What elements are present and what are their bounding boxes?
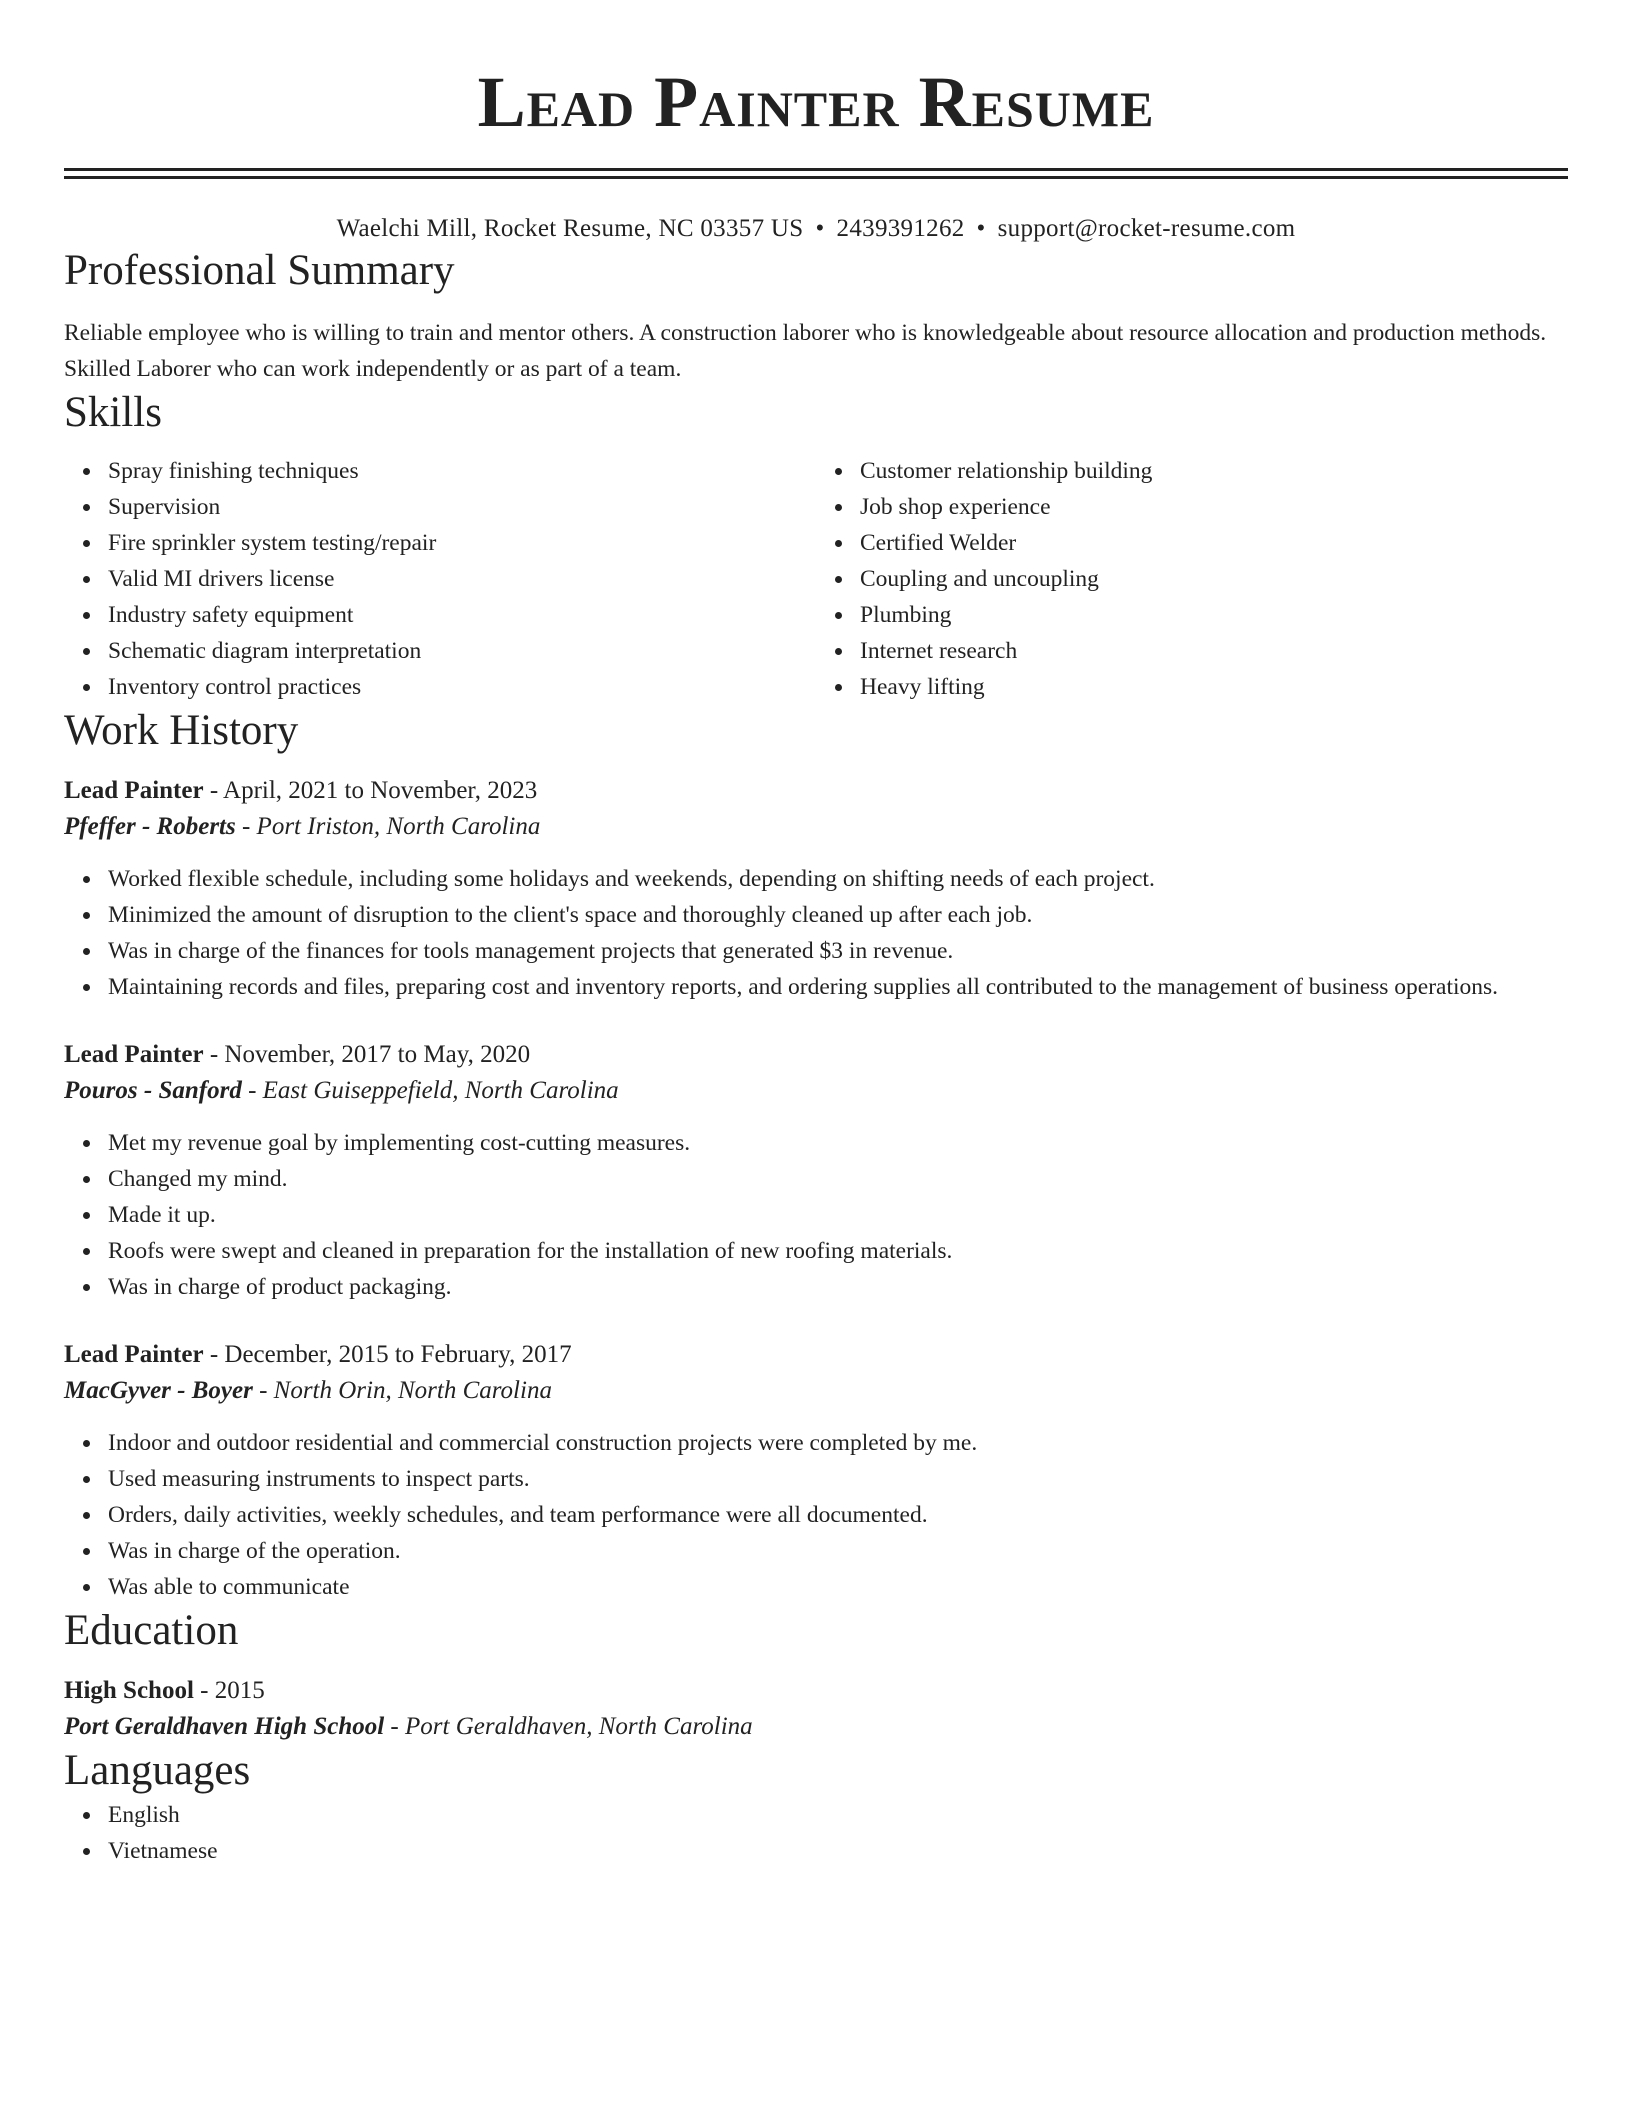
job-entry [64,773,1568,1005]
skill-item: Valid MI drivers license [108,561,816,597]
employer-line [64,1373,1568,1409]
job-heading [64,773,1568,809]
job-duty: Maintaining records and files, preparing cost and inventory reports, and ordering supplies all contributed to the management of business operations. [108,969,1568,1005]
contact-separator: • [815,215,825,242]
employer-name: MacGyver - Boyer [64,1377,253,1404]
skill-item: Plumbing [860,597,1568,633]
contact-line [64,213,1568,245]
job-heading [64,1037,1568,1073]
job-duty: Was in charge of the finances for tools management projects that generated $3 in revenue. [108,933,1568,969]
employer-name: Pfeffer - Roberts [64,813,236,840]
skills-column-right [816,453,1568,705]
skill-item: Schematic diagram interpretation [108,633,816,669]
skill-item: Industry safety equipment [108,597,816,633]
education-heading: Education [64,1607,239,1654]
employer-location: - East Guiseppefield, North Carolina [241,1077,619,1104]
contact-phone: 2439391262 [836,215,965,242]
school-name: Port Geraldhaven High School [64,1713,385,1740]
job-dates: - December, 2015 to February, 2017 [203,1341,572,1368]
job-duty: Made it up. [108,1197,1568,1233]
education-entry [64,1673,1568,1745]
job-heading [64,1337,1568,1373]
skill-item: Supervision [108,489,816,525]
school-line [64,1709,1568,1745]
resume-page [64,0,1568,1869]
job-duties [64,1125,1568,1305]
skill-item: Customer relationship building [860,453,1568,489]
job-duty: Changed my mind. [108,1161,1568,1197]
job-entry [64,1037,1568,1305]
employer-location: - Port Iriston, North Carolina [235,813,541,840]
skills-heading: Skills [64,389,162,436]
contact-address: Waelchi Mill, Rocket Resume, NC 03357 US [336,215,804,242]
job-title: Lead Painter [64,1341,204,1368]
skill-item: Coupling and uncoupling [860,561,1568,597]
job-dates: - November, 2017 to May, 2020 [203,1041,531,1068]
job-duty: Used measuring instruments to inspect parts. [108,1461,1568,1497]
employer-name: Pouros - Sanford [64,1077,242,1104]
job-duty: Indoor and outdoor residential and commercial construction projects were completed by me. [108,1425,1568,1461]
job-duty: Met my revenue goal by implementing cost-cutting measures. [108,1125,1568,1161]
skill-item: Job shop experience [860,489,1568,525]
skills-grid [64,453,1568,705]
job-duty: Orders, daily activities, weekly schedules, and team performance were all documented. [108,1497,1568,1533]
contact-email: support@rocket-resume.com [997,215,1296,242]
work-history-heading: Work History [64,707,299,754]
employer-line [64,809,1568,845]
employer-location: - North Orin, North Carolina [252,1377,552,1404]
job-duty: Was in charge of the operation. [108,1533,1568,1569]
degree: High School [64,1677,194,1704]
language-item: English [108,1797,1568,1833]
school-location: - Port Geraldhaven, North Carolina [384,1713,753,1740]
skill-item: Internet research [860,633,1568,669]
skill-item: Certified Welder [860,525,1568,561]
skills-column-left [64,453,816,705]
contact-separator: • [976,215,986,242]
job-title: Lead Painter [64,777,204,804]
job-dates: - April, 2021 to November, 2023 [203,777,538,804]
resume-title: Lead Painter Resume [477,62,1155,142]
job-duty: Was in charge of product packaging. [108,1269,1568,1305]
languages-heading: Languages [64,1747,251,1794]
job-duty: Worked flexible schedule, including some holidays and weekends, depending on shifting needs of each project. [108,861,1568,897]
summary-text: Reliable employee who is willing to train and mentor others. A construction laborer who is knowledgeable about resource allocation and production methods. Skilled Laborer who can work independently or as part of a team. [64,320,1547,382]
job-duty: Roofs were swept and cleaned in preparation for the installation of new roofing materials. [108,1233,1568,1269]
graduation-year: - 2015 [193,1677,265,1704]
language-item: Vietnamese [108,1833,1568,1869]
employer-line [64,1073,1568,1109]
job-entry [64,1337,1568,1605]
languages-list [64,1797,1568,1869]
summary-heading: Professional Summary [64,247,455,294]
degree-line [64,1673,1568,1709]
skill-item: Fire sprinkler system testing/repair [108,525,816,561]
job-duty: Was able to communicate [108,1569,1568,1605]
job-duties [64,861,1568,1005]
job-duty: Minimized the amount of disruption to the client's space and thoroughly cleaned up after each job. [108,897,1568,933]
job-title: Lead Painter [64,1041,204,1068]
job-duties [64,1425,1568,1605]
skill-item: Heavy lifting [860,669,1568,705]
title-divider [64,168,1568,179]
skill-item: Inventory control practices [108,669,816,705]
skill-item: Spray finishing techniques [108,453,816,489]
